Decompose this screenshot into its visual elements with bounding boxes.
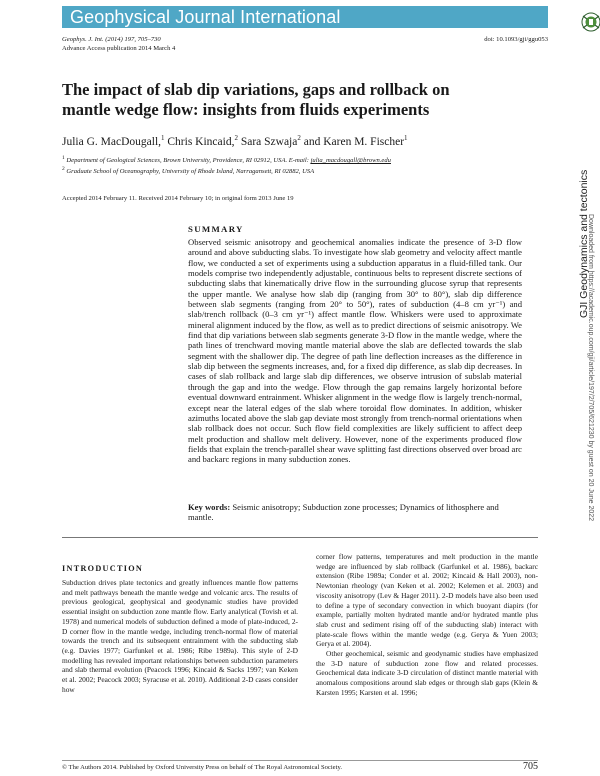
received-accepted-dates: Accepted 2014 February 11. Received 2014 February 10; in original form 2013 June 19: [62, 195, 294, 202]
author-affil-mark: 2: [234, 134, 238, 142]
author-name: Chris Kincaid,: [167, 135, 235, 148]
journal-title: Geophysical Journal International: [70, 7, 341, 27]
doi-text[interactable]: doi: 10.1093/gji/ggu053: [484, 36, 548, 43]
download-watermark: [584, 214, 596, 614]
affiliation-1: $^1$ Department of Geological Sciences, Brown University, Providence, RI 02912, USA. E-mail: julia_macdougall@brown.edu: [62, 155, 391, 165]
doi-line[interactable]: [484, 36, 548, 45]
affiliation-2-text: Graduate School of Oceanography, University of Rhode Island, Narragansett, RI 02882, USA: [66, 168, 315, 176]
author-name: Sara Szwaja: [240, 135, 298, 148]
author-affil-mark: 1: [404, 134, 408, 142]
journal-section-side-label: [564, 148, 590, 318]
intro-paragraph: Other geochemical, seismic and geodynamic studies have emphasized the 3-D nature of subduction zone flow and related processes. Geochemical data indicate 3-D circulation of distinct mantle material with anomalous compositions around slab edges or through slab gaps (Klein & Karsten 1995; Karsten et al. 1996;: [316, 649, 538, 697]
author-name: Julia G. MacDougall,: [62, 135, 162, 148]
section-divider: [62, 537, 538, 538]
introduction-left-column: Subduction drives plate tectonics and greatly influences mantle flow patterns and melt pathways beneath the mantle wedge and volcanic arcs. The results of previous geological, geophysical and geodynamic studies have provided essential insight on subduction zone mantle flow. Early analytical (Tovish et al. 1978) and numerical models of subduction defined a mode of plate-induced, 2-D corner flow in the mantle wedge, including trench-normal flow of material towards the trench and its subsequent entrainment with the subducting slab (e.g. Davies 1977; Garfunkel et al. 1986; Ribe 1989a). This style of 2-D modelling has revealed important relationships between subduction parameters and slab thermal evolution (Peacock 1996; Kincaid & Sacks 1997; van Keken et al. 2002; Peacock 2003; Syracuse et al. 2010). Additional 2-D cases consider how: [62, 578, 298, 694]
introduction-heading: INTRODUCTION: [62, 564, 144, 573]
keywords-text: Seismic anisotropy; Subduction zone processes; Dynamics of lithosphere and mantle.: [188, 502, 499, 523]
keywords: [188, 502, 522, 523]
publication-meta: [62, 36, 175, 53]
author-name: and Karen M. Fischer: [303, 135, 405, 148]
affiliation-1-text: Department of Geological Sciences, Brown University, Providence, RI 02912, USA. E-mail:: [66, 157, 309, 165]
intro-paragraph: corner flow patterns, temperatures and melt production in the mantle wedge are influenced by slab rollback (Garfunkel et al. 1986), backarc extension (Ribe 1989a; Conder et al. 2002; Kincaid & Hall 2003), non-Newtonian rheology (van Keken et al. 2002; Kelemen et al. 2003) and viscosity anisotropy (Lev & Hager 2011). 2-D models have also been used to define a type of secondary convection in which buoyant diapirs (for example, partially molten hydrated mantle and/or hydrated mantle plus slab crust and sediment rising off of the subducting slab) interact with plate-scale flows within the mantle wedge (e.g. Gerya & Yuen 2003; Gerya et al. 2004).: [316, 552, 538, 649]
author-affil-mark: 1: [161, 134, 165, 142]
author-affil-mark: 2: [297, 134, 301, 142]
copyright-notice: © The Authors 2014. Published by Oxford University Press on behalf of The Royal Astronomical Society.: [62, 764, 342, 771]
introduction-right-column: [316, 552, 538, 698]
society-crest-icon: [576, 10, 600, 34]
affiliation-2: $^2$ Graduate School of Oceanography, University of Rhode Island, Narragansett, RI 02882, USA: [62, 166, 315, 176]
summary-text: Observed seismic anisotropy and geochemical anomalies indicate the presence of 3-D flow around and above subducting slabs. To investigate how slab geometry and velocity affect mantle flow, we conducted a set of experiments using a subduction apparatus in a fluid-filled tank. Our models comprise two independently adjustable, continuous belts to represent discrete sections of subducting slabs that kinematically drive flow in the surrounding glucose syrup that represents the upper mantle. We analyse how slab dip (ranging from 30° to 80°), slab dip difference between slab segments (ranging from 20° to 50°), rates of subduction (4–8 cm yr⁻¹) and slab/trench rollback (0–3 cm yr⁻¹) affect mantle flow. Whiskers were used to approximate mineral alignment induced by the flow, as well as to predict directions of seismic anisotropy. We find that dip variations between slab segments generate 3-D flow in the mantle wedge, where the path lines of trenchward moving mantle material above the slab are deflected towards the slab segment with the shallower dip. The degree of path line deflection increases as the difference in slab dip between the segments increases, and, for a fixed dip difference, as slab dip decreases. In cases of slab rollback and large slab dip differences, we observe intrusion of subslab material through the gap and into the wedge. Flow through the gap remains largely horizontal before eventual downward entrainment. Whisker alignment in the wedge flow is largely trench-normal, except near the lateral edges of the slab where toroidal flow dominates. In addition, whisker azimuths located above the slab gap deviate most strongly from trench-normal orientations when slab rollback does not occur. Such flow field complexities are likely sufficient to affect deep melt production and shallow melt delivery. However, none of the experiments produced flow fields that explain the trench-parallel shear wave splitting fast directions observed over broad arc and backarc regions in many subduction zones.: [188, 237, 522, 465]
affiliations: [62, 154, 391, 176]
footer-divider: [62, 760, 538, 761]
download-watermark-text: Downloaded from https://academic.oup.com/gji/article/197/2/705/621230 by guest on 20 June 2022: [587, 214, 594, 522]
journal-section-text: GJI Geodynamics and tectonics: [578, 169, 590, 318]
journal-citation-line: Geophys. J. Int. (2014) 197, 705–730: [62, 36, 161, 43]
page-number: 705: [523, 761, 538, 772]
author-email-link[interactable]: julia_macdougall@brown.edu: [310, 157, 391, 165]
advance-access-line: Advance Access publication 2014 March 4: [62, 44, 176, 52]
keywords-label: Key words:: [188, 502, 231, 512]
author-list: [62, 131, 408, 149]
summary-heading: SUMMARY: [188, 224, 244, 234]
article-title: The impact of slab dip variations, gaps and rollback on mantle wedge flow: insights from fluids experiments: [62, 80, 450, 119]
journal-banner: [62, 6, 548, 28]
